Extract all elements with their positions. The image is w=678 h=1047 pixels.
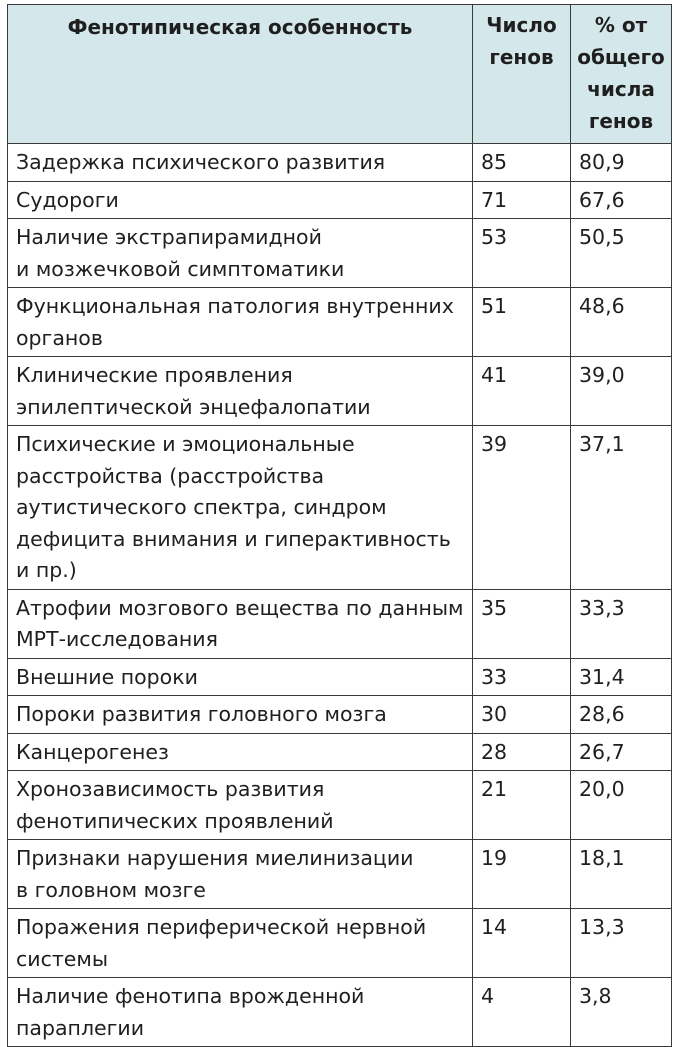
feature-cell <box>8 909 473 978</box>
cell-line: Фенотипическая особенность <box>67 15 413 39</box>
table-row <box>8 589 672 658</box>
cell-line: % от <box>594 13 648 37</box>
percent-cell: 67,6 <box>571 181 672 219</box>
cell-line: параплегии <box>16 1015 145 1040</box>
cell-line: генов <box>588 109 654 133</box>
feature-cell <box>8 288 473 357</box>
cell-line: Канцерогенез <box>16 739 169 764</box>
gene-count-cell: 14 <box>473 909 571 978</box>
percent-cell: 31,4 <box>571 658 672 696</box>
percent-cell: 13,3 <box>571 909 672 978</box>
percent-cell: 26,7 <box>571 733 672 771</box>
cell-line: Психические и эмоциональные <box>16 432 355 456</box>
feature-cell <box>8 840 473 909</box>
cell-line: эпилептической энцефалопатии <box>16 394 371 419</box>
cell-line: Поражения периферической нервной <box>16 915 427 939</box>
header-gene-count <box>473 5 571 144</box>
cell-line: числа <box>587 77 655 101</box>
header-percent <box>571 5 672 144</box>
cell-line: общего <box>577 45 665 69</box>
phenotype-table <box>7 4 672 1047</box>
cell-line: и мозжечковой симптоматики <box>16 256 345 281</box>
cell-line: Атрофии мозгового вещества по данным <box>16 595 464 620</box>
cell-line: фенотипических проявлений <box>16 808 334 833</box>
percent-cell: 3,8 <box>571 978 672 1047</box>
cell-line: Клинические проявления <box>16 363 293 387</box>
table-row <box>8 181 672 219</box>
table-row <box>8 733 672 771</box>
table-row <box>8 840 672 909</box>
cell-line: Признаки нарушения миелинизации <box>16 846 414 870</box>
table-row <box>8 288 672 357</box>
cell-line: Судороги <box>16 187 119 212</box>
cell-line: аутистического спектра, синдром <box>16 495 387 519</box>
table-row <box>8 696 672 734</box>
gene-count-cell: 4 <box>473 978 571 1047</box>
percent-cell: 39,0 <box>571 357 672 426</box>
table-row <box>8 144 672 182</box>
cell-line: и пр.) <box>16 558 77 582</box>
cell-line: Наличие фенотипа врожденной <box>16 984 365 1008</box>
table-row <box>8 909 672 978</box>
table-header <box>8 5 672 144</box>
table-row <box>8 658 672 696</box>
cell-line: расстройства (расстройства <box>16 463 325 488</box>
percent-cell: 28,6 <box>571 696 672 734</box>
feature-cell <box>8 181 473 219</box>
feature-cell <box>8 696 473 734</box>
percent-cell: 18,1 <box>571 840 672 909</box>
table-row <box>8 771 672 840</box>
gene-count-cell: 51 <box>473 288 571 357</box>
feature-cell <box>8 426 473 590</box>
feature-cell <box>8 733 473 771</box>
percent-cell: 37,1 <box>571 426 672 590</box>
percent-cell: 33,3 <box>571 589 672 658</box>
cell-line: Число <box>486 13 557 37</box>
cell-line: генов <box>489 45 554 69</box>
percent-cell: 80,9 <box>571 144 672 182</box>
header-feature <box>8 5 473 144</box>
gene-count-cell: 19 <box>473 840 571 909</box>
cell-line: органов <box>16 325 103 350</box>
percent-cell: 48,6 <box>571 288 672 357</box>
feature-cell <box>8 771 473 840</box>
percent-cell: 20,0 <box>571 771 672 840</box>
gene-count-cell: 39 <box>473 426 571 590</box>
feature-cell <box>8 589 473 658</box>
cell-line: дефицита внимания и гиперактивность <box>16 526 451 551</box>
gene-count-cell: 85 <box>473 144 571 182</box>
feature-cell <box>8 978 473 1047</box>
feature-cell <box>8 658 473 696</box>
feature-cell <box>8 144 473 182</box>
cell-line: Хронозависимость развития <box>16 777 325 801</box>
gene-count-cell: 33 <box>473 658 571 696</box>
table-row <box>8 426 672 590</box>
cell-line: Задержка психического развития <box>16 150 386 174</box>
gene-count-cell: 35 <box>473 589 571 658</box>
table-row <box>8 357 672 426</box>
cell-line: Функциональная патология внутренних <box>16 294 454 318</box>
gene-count-cell: 21 <box>473 771 571 840</box>
feature-cell <box>8 357 473 426</box>
cell-line: МРТ-исследования <box>16 627 218 651</box>
gene-count-cell: 30 <box>473 696 571 734</box>
percent-cell: 50,5 <box>571 219 672 288</box>
table-row <box>8 978 672 1047</box>
table-body <box>8 144 672 1047</box>
cell-line: Внешние пороки <box>16 664 198 689</box>
gene-count-cell: 41 <box>473 357 571 426</box>
gene-count-cell: 28 <box>473 733 571 771</box>
cell-line: системы <box>16 946 109 971</box>
gene-count-cell: 71 <box>473 181 571 219</box>
table-row <box>8 219 672 288</box>
gene-count-cell: 53 <box>473 219 571 288</box>
header-row <box>8 5 672 144</box>
cell-line: Пороки развития головного мозга <box>16 702 387 726</box>
cell-line: Наличие экстрапирамидной <box>16 225 322 249</box>
feature-cell <box>8 219 473 288</box>
cell-line: в головном мозге <box>16 877 206 902</box>
